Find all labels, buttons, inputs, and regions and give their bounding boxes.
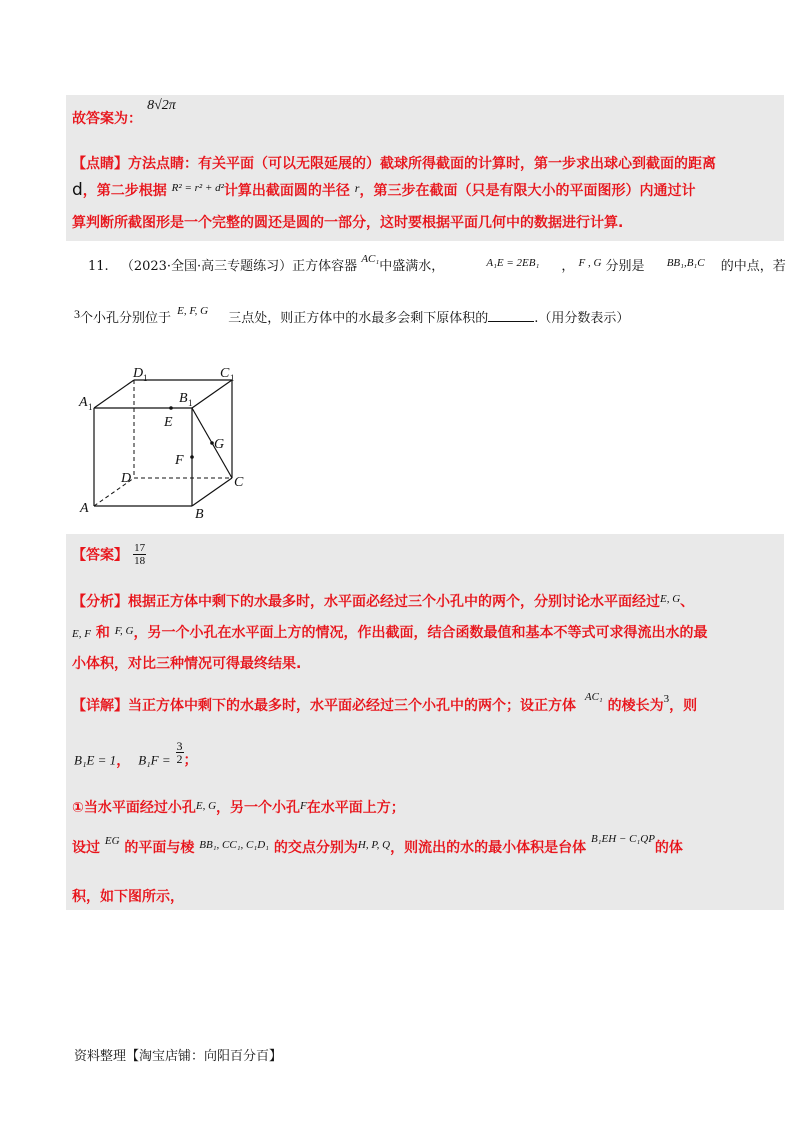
analysis-eg: E, G	[660, 593, 681, 605]
answer-line	[72, 542, 146, 567]
answer-blank[interactable]	[488, 309, 534, 322]
l1-eg: EG	[104, 835, 120, 847]
label-c: C	[234, 475, 244, 490]
detail-line-2	[74, 739, 198, 773]
q-text-2: ，	[561, 259, 575, 274]
detail-b1e: B₁E = 1	[74, 752, 117, 768]
prev-answer-line	[72, 98, 176, 128]
label-f: F	[175, 453, 184, 468]
detail-line-4	[72, 886, 184, 906]
detail-line-3	[72, 833, 683, 857]
q-text-3: 分别是	[605, 259, 645, 274]
analysis-text-5: 小体积，对比三种情况可得最终结果.	[72, 656, 302, 672]
question-line-1	[88, 255, 786, 274]
l1-text-e: 的体	[654, 840, 683, 856]
analysis-label: 【分析】	[72, 594, 128, 610]
label-b: B	[195, 507, 204, 522]
question-source: （2023·全国·高三专题练习）正方体容器	[120, 259, 358, 274]
detail-label: 【详解】	[72, 698, 128, 714]
case1-eg: E, G	[195, 800, 217, 812]
question-number: 11.	[88, 259, 109, 274]
edge-a1d1	[94, 380, 134, 408]
analysis-line-1	[72, 591, 694, 611]
formula-r2: R² = r² + d²	[171, 182, 224, 194]
label-d: D	[121, 471, 132, 486]
label-c1-sub: 1	[230, 373, 235, 383]
q-edges: BB₁,B₁C	[666, 257, 705, 269]
label-e: E	[164, 415, 173, 430]
q-three: 3	[74, 307, 80, 321]
q-ac1: AC₁	[361, 253, 380, 265]
q-fg: F , G	[578, 257, 602, 269]
label-g: G	[214, 437, 225, 452]
dianjing-line-2	[72, 180, 695, 200]
q-text-4: 的中点，若	[720, 259, 786, 274]
dianjing-line-3	[72, 212, 623, 232]
l1-text-c: 的交点分别为	[273, 840, 358, 856]
label-d1-sub: 1	[143, 373, 148, 383]
point-e	[169, 406, 173, 410]
answer-fraction	[133, 542, 146, 567]
detail-fraction	[176, 740, 184, 765]
l1-text-d: ，则流出的水的最小体积是台体	[390, 840, 587, 856]
answer-tag: 【答案】	[72, 547, 128, 564]
l1-edges: BB₁, CC₁, C₁D₁	[199, 839, 269, 851]
detail-text-1: 当正方体中剩下的水最多时，水平面必经过三个小孔中的两个；设正方体	[128, 698, 576, 714]
detail-frac-den: 2	[176, 752, 183, 766]
analysis-text-1: 根据正方体中剩下的水最多时，水平面必经过三个小孔中的两个，分别讨论水平面经过	[128, 594, 660, 610]
case1-text-c: 在水平面上方；	[306, 800, 405, 816]
l2-text: 积，如下图所示，	[72, 889, 184, 905]
l1-text-b: 的平面与棱	[124, 840, 195, 856]
q-text-1: 中盛满水，	[379, 259, 445, 274]
analysis-and: 和	[95, 625, 110, 641]
detail-b1f: B₁F =	[138, 752, 171, 768]
label-a: A	[80, 501, 89, 516]
label-b1-sub: 1	[188, 398, 193, 408]
case1-line	[72, 797, 405, 817]
label-a1: A	[79, 395, 88, 410]
detail-line-1	[72, 691, 698, 715]
dianjing-text-1: 方法点睛：有关平面（可以无限延展的）截球所得截面的计算时，第一步求出球心到截面的距离	[128, 156, 716, 172]
detail-ac1: AC₁	[584, 691, 603, 703]
dianjing-line-1	[72, 153, 716, 173]
analysis-line-3	[72, 653, 301, 673]
label-c1: C	[220, 366, 230, 381]
q-efg: E, F, G	[177, 305, 209, 317]
detail-frac-num: 3	[176, 739, 183, 753]
var-r: r	[354, 181, 360, 195]
dianjing-text-2a: ，第二步根据	[82, 183, 167, 199]
l1-solid: B₁EH − C₁QP	[590, 833, 655, 845]
label-d1: D	[133, 366, 144, 381]
question-line-2	[74, 307, 629, 326]
dianjing-text-2c: ，第三步在截面（只是有限大小的平面图形）内通过计	[359, 183, 696, 199]
answer-value: 8√2π	[147, 98, 176, 113]
edge-bc	[192, 478, 232, 506]
l1-text-a: 设过	[72, 840, 100, 856]
edge-b1c1	[192, 380, 232, 408]
label-b1: B	[179, 391, 188, 406]
q-cond: A₁E = 2EB₁	[486, 257, 540, 269]
q-text-5: 个小孔分别位于	[80, 311, 172, 326]
detail-semi: ；	[183, 752, 198, 769]
dianjing-text-3: 算判断所截图形是一个完整的圆还是圆的一部分，这时要根据平面几何中的数据进行计算.	[72, 215, 624, 231]
l1-hpq: H, P, Q	[357, 839, 391, 851]
detail-three: 3	[663, 693, 670, 705]
case1-text-b: ，另一个小孔	[216, 800, 301, 816]
var-d: d	[72, 180, 83, 200]
case1-f: F	[300, 800, 307, 812]
analysis-line-2	[72, 622, 707, 642]
point-f	[190, 455, 194, 459]
dianjing-label: 【点睛】	[72, 156, 128, 172]
analysis-ef: E, F	[72, 628, 91, 640]
detail-text-2: 的棱长为	[607, 698, 664, 714]
label-a1-sub: 1	[88, 402, 93, 412]
dianjing-text-2b: 计算出截面圆的半径	[223, 183, 350, 199]
answer-numerator: 17	[134, 542, 146, 554]
analysis-sep: 、	[680, 594, 695, 610]
q-text-6: 三点处，则正方体中的水最多会剩下原体积的	[228, 311, 489, 326]
footer-text: 资料整理【淘宝店铺：向阳百分百】	[74, 1049, 283, 1064]
answer-denominator: 18	[134, 555, 146, 567]
analysis-fg: F, G	[114, 625, 134, 637]
answer-label: 故答案为：	[72, 111, 142, 127]
detail-text-3: ，则	[669, 698, 698, 714]
analysis-text-4: ，另一个小孔在水平面上方的情况，作出截面，结合函数最值和基本不等式可求得流出水的最	[133, 625, 708, 641]
detail-comma: ，	[116, 752, 131, 769]
q-text-7: .（用分数表示）	[534, 311, 630, 326]
case1-text-a: ①当水平面经过小孔	[72, 800, 196, 816]
cube-figure	[74, 358, 274, 528]
